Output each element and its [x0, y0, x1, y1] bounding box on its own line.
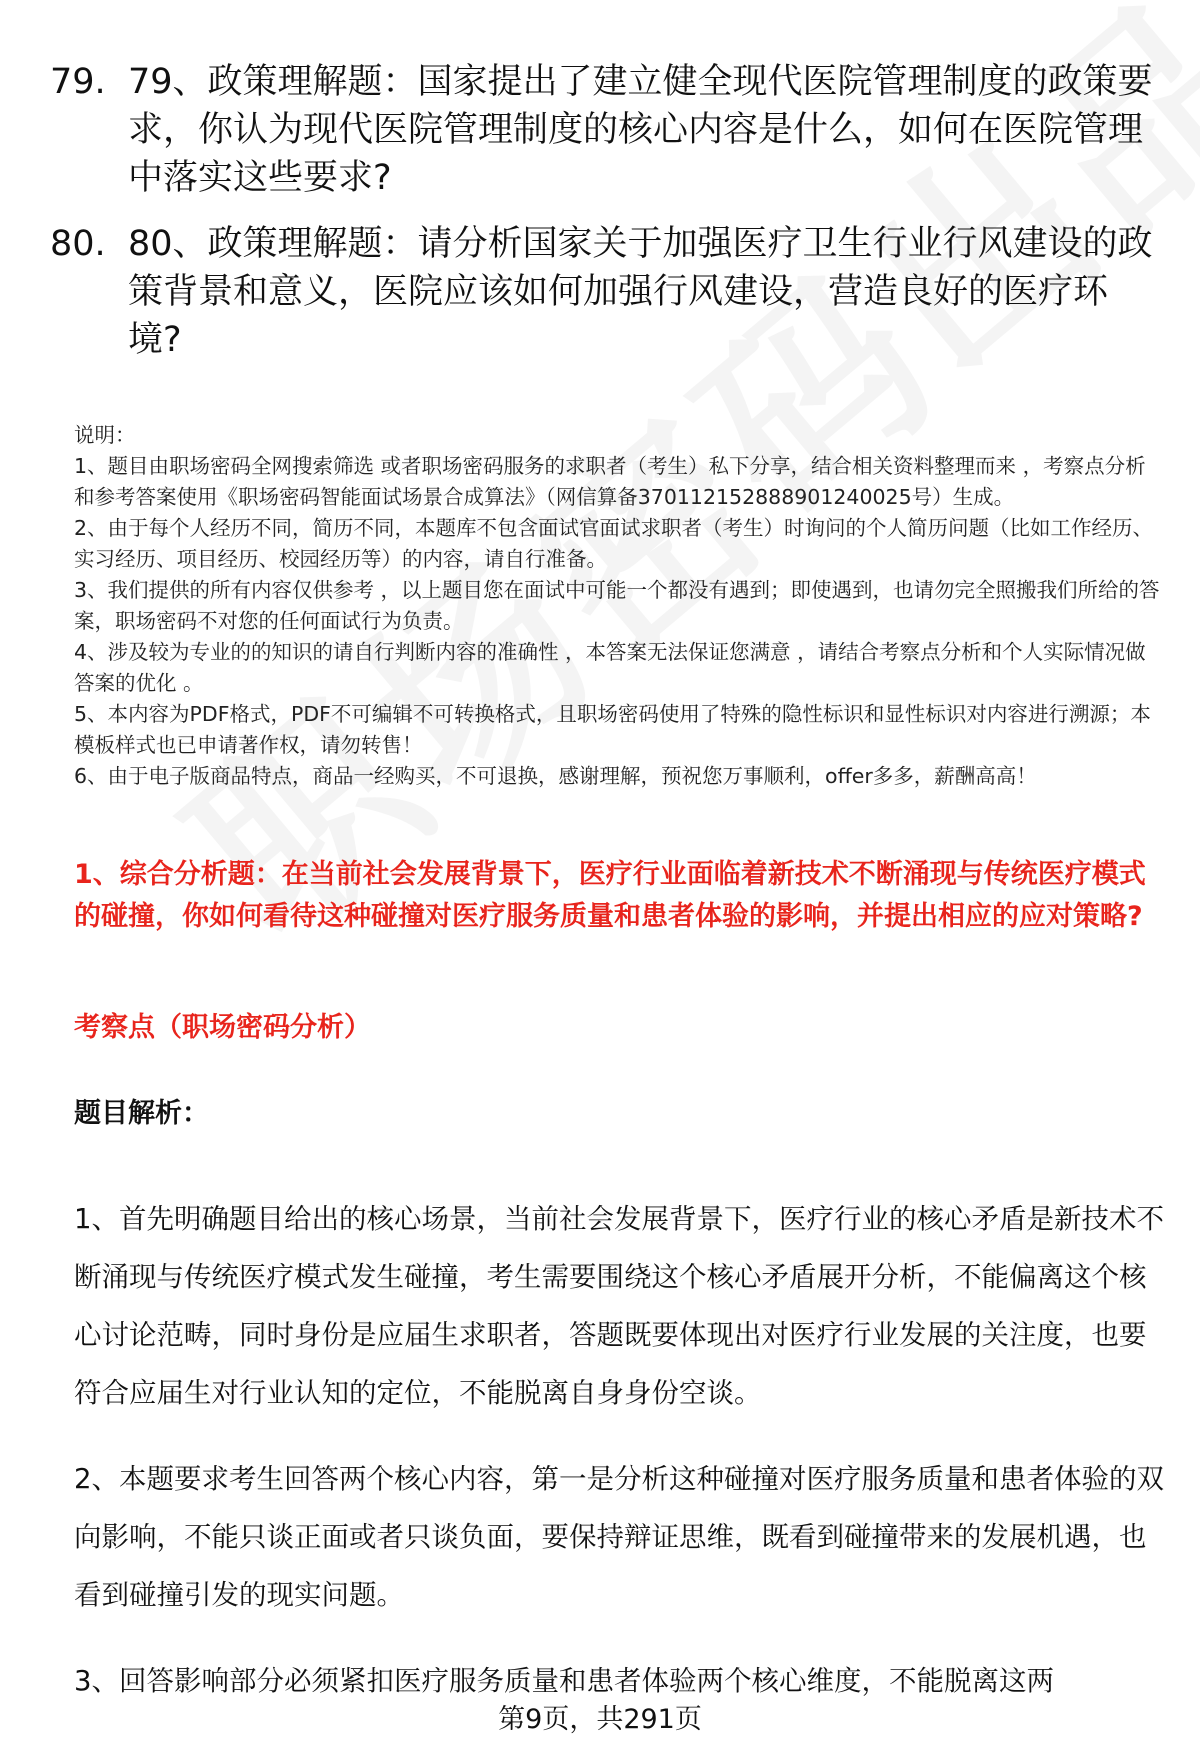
notes-section	[74, 420, 1164, 792]
main-question-title: 1、综合分析题：在当前社会发展背景下，医疗行业面临着新技术不断涌现与传统医疗模式的碰撞，你如何看待这种碰撞对医疗服务质量和患者体验的影响，并提出相应的应对策略?	[74, 859, 1146, 932]
note-item: 3、我们提供的所有内容仅供参考 ，以上题目您在面试中可能一个都没有遇到；即使遇到，也请勿完全照搬我们所给的答案，职场密码不对您的任何面试行为负责。	[74, 578, 1160, 633]
analysis-paragraph: 2、本题要求考生回答两个核心内容，第一是分析这种碰撞对医疗服务质量和患者体验的双向影响，不能只谈正面或者只谈负面，要保持辩证思维，既看到碰撞带来的发展机遇，也看到碰撞引发的现实问题。	[74, 1463, 1164, 1611]
question-item	[50, 58, 1160, 202]
question-text: 79、政策理解题：国家提出了建立健全现代医院管理制度的政策要求，你认为现代医院管理制度的核心内容是什么，如何在医院管理中落实这些要求?	[128, 62, 1153, 198]
question-text: 80、政策理解题：请分析国家关于加强医疗卫生行业行风建设的政策背景和意义，医院应该如何加强行风建设，营造良好的医疗环境?	[128, 224, 1153, 360]
analysis-heading: 题目解析：	[74, 1098, 209, 1129]
question-item	[50, 220, 1160, 364]
note-item: 2、由于每个人经历不同，简历不同，本题库不包含面试官面试求职者（考生）时询问的个人简历问题（比如工作经历、实习经历、项目经历、校园经历等）的内容，请自行准备。	[74, 516, 1154, 571]
question-number: 79.	[50, 62, 106, 102]
note-item: 4、涉及较为专业的的知识的请自行判断内容的准确性 ，本答案无法保证您满意 ，请结合考察点分析和个人实际情况做答案的优化 。	[74, 640, 1146, 695]
note-item: 1、题目由职场密码全网搜索筛选 或者职场密码服务的求职者（考生）私下分享，结合相关资料整理而来 ，考察点分析和参考答案使用《职场密码智能面试场景合成算法》（网信算备370112152888901240025号）生成。	[74, 454, 1146, 509]
notes-heading: 说明：	[74, 423, 136, 447]
question-number: 80.	[50, 224, 106, 264]
analysis-paragraph: 3、回答影响部分必须紧扣医疗服务质量和患者体验两个核心维度，不能脱离这两	[74, 1665, 1054, 1697]
analysis-body	[74, 1190, 1164, 1738]
page-footer: 第9页，共291页	[498, 1704, 702, 1735]
exam-point-heading: 考察点（职场密码分析）	[74, 1012, 371, 1043]
question-list	[50, 58, 1160, 382]
note-item: 6、由于电子版商品特点，商品一经购买，不可退换，感谢理解，预祝您万事顺利，offer多多，薪酬高高！	[74, 764, 1037, 788]
note-item: 5、本内容为PDF格式，PDF不可编辑不可转换格式，且职场密码使用了特殊的隐性标识和显性标识对内容进行溯源；本模板样式也已申请著作权，请勿转售！	[74, 702, 1151, 757]
analysis-paragraph: 1、首先明确题目给出的核心场景，当前社会发展背景下，医疗行业的核心矛盾是新技术不断涌现与传统医疗模式发生碰撞，考生需要围绕这个核心矛盾展开分析，不能偏离这个核心讨论范畴，同时身份是应届生求职者，答题既要体现出对医疗行业发展的关注度，也要符合应届生对行业认知的定位，不能脱离自身身份空谈。	[74, 1203, 1164, 1409]
